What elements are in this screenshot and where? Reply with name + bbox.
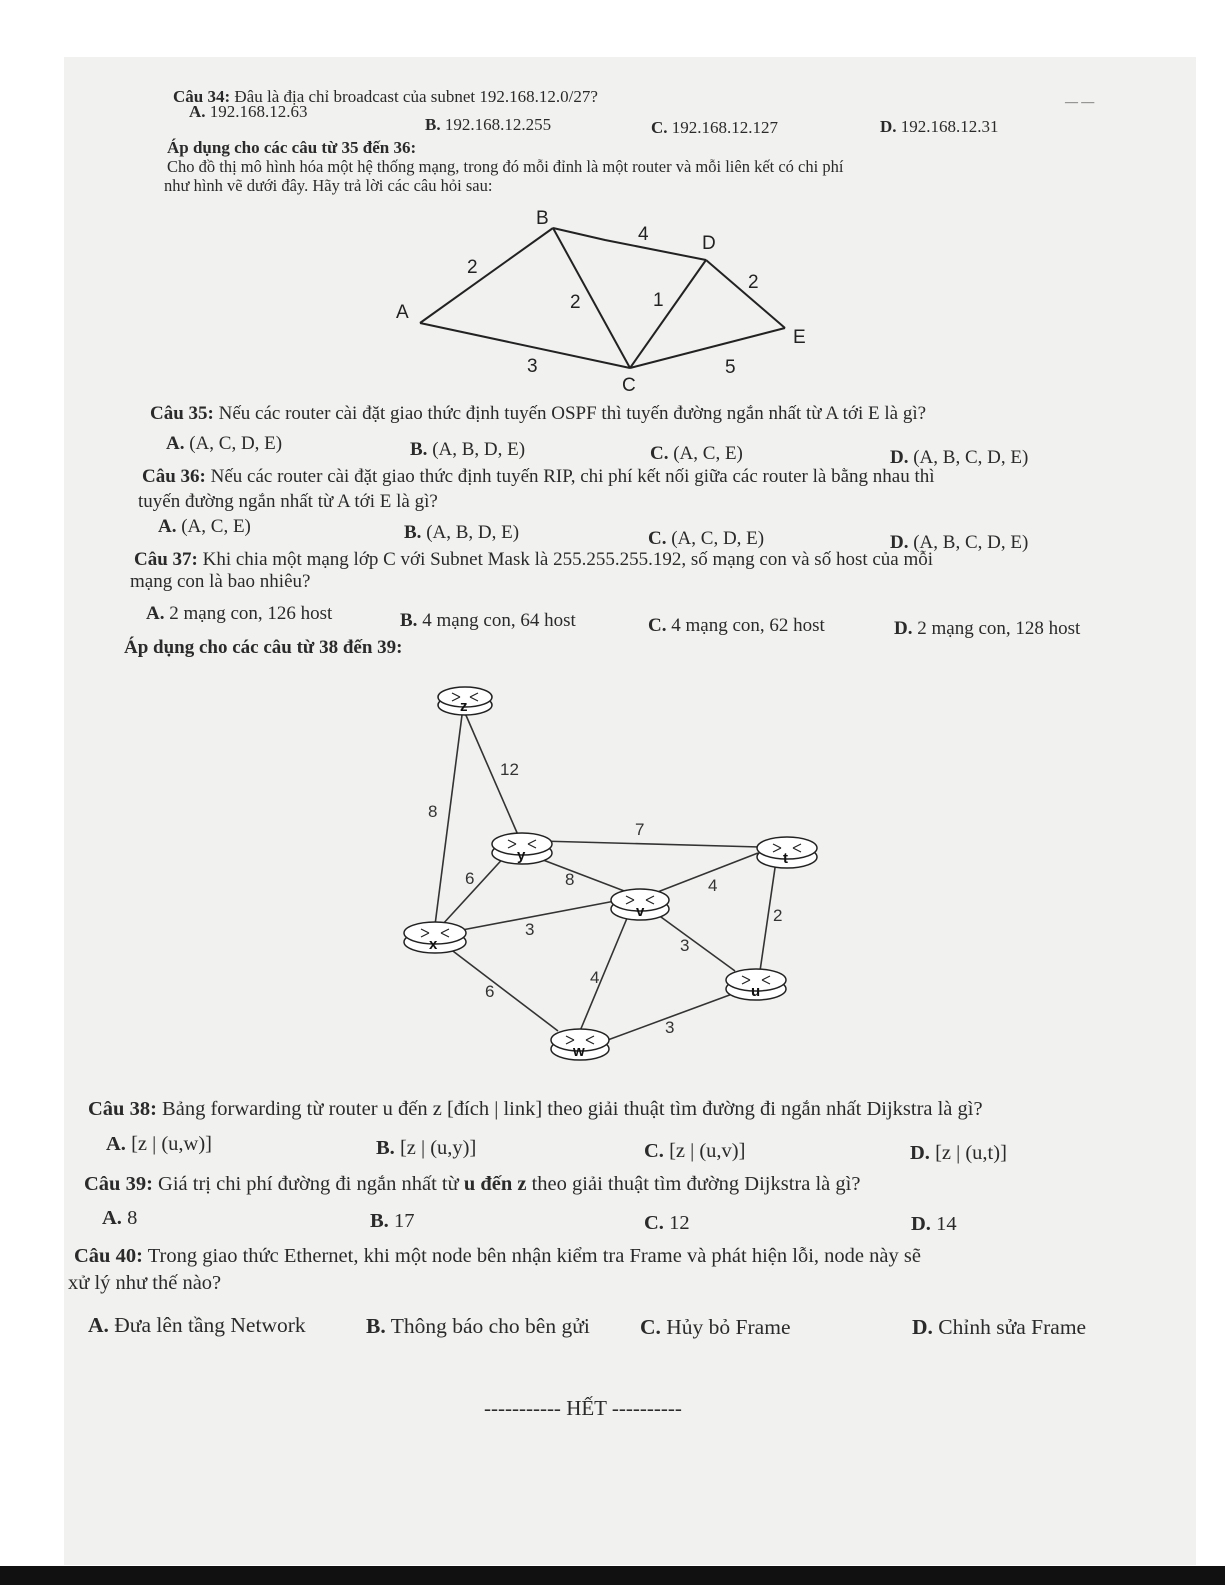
- edge-y-x: [442, 853, 508, 925]
- pen-mark: — —: [1065, 94, 1095, 109]
- node-label: D: [702, 233, 716, 254]
- edge-cost-label: 1: [653, 290, 664, 311]
- q38-option-a[interactable]: [106, 1133, 212, 1156]
- q37-option-a[interactable]: [146, 604, 332, 625]
- edge-cost-label: 5: [725, 357, 736, 378]
- q39-label: Câu 39:: [84, 1173, 153, 1195]
- option-letter: B.: [370, 1210, 389, 1232]
- edge-cost-label: 2: [570, 292, 581, 313]
- q36-option-c[interactable]: [648, 529, 764, 550]
- q35-label: Câu 35:: [150, 403, 214, 424]
- edge-cost-label: 3: [680, 936, 690, 955]
- q38-option-b[interactable]: [376, 1137, 476, 1160]
- q36-label: Câu 36:: [142, 466, 206, 487]
- option-text: 4 mạng con, 64 host: [422, 610, 576, 631]
- option-letter: A.: [88, 1313, 109, 1337]
- option-letter: B.: [366, 1314, 386, 1338]
- option-letter: D.: [890, 532, 909, 553]
- router-label: w: [573, 1043, 585, 1060]
- option-text: 17: [393, 1210, 415, 1232]
- option-text: 4 mạng con, 62 host: [671, 615, 825, 636]
- option-text: 2 mạng con, 126 host: [169, 603, 333, 624]
- bottom-bar: [0, 1566, 1225, 1585]
- edge-a-b: [420, 228, 553, 323]
- q38-option-d[interactable]: [910, 1142, 1007, 1165]
- option-letter: D.: [911, 1213, 931, 1235]
- edge-cost-label: 4: [590, 968, 600, 987]
- q35-option-a[interactable]: [166, 434, 282, 455]
- node-label: C: [622, 375, 636, 396]
- q39-option-b[interactable]: [370, 1210, 414, 1233]
- edge-cost-label: 8: [428, 802, 438, 821]
- edge-cost-label: 4: [638, 224, 649, 245]
- option-text: (A, B, C, D, E): [913, 447, 1029, 468]
- edge-cost-label: 7: [635, 820, 645, 839]
- q36-option-b[interactable]: [404, 523, 519, 544]
- option-letter: C.: [644, 1212, 664, 1234]
- q34-option-b[interactable]: [425, 116, 551, 135]
- graph-1: [380, 200, 820, 400]
- option-letter: A.: [166, 433, 185, 454]
- router-label: x: [429, 936, 438, 953]
- option-text: 192.168.12.63: [209, 102, 308, 121]
- q35-option-c[interactable]: [650, 444, 743, 465]
- option-letter: A.: [102, 1207, 122, 1229]
- option-text: (A, B, D, E): [432, 439, 526, 460]
- q34-text: Đâu là địa chỉ broadcast của subnet 192.168.12.0/27?: [234, 87, 598, 106]
- router-label: z: [460, 698, 468, 715]
- option-text: Chỉnh sửa Frame: [938, 1315, 1087, 1339]
- option-text: (A, C, E): [673, 443, 743, 464]
- edge-cost-label: 2: [773, 906, 783, 925]
- end-dashes-right: ----------: [611, 1396, 682, 1420]
- edge-cost-label: 4: [708, 876, 718, 895]
- option-text: 8: [127, 1207, 138, 1229]
- q40-question-line-1: [74, 1245, 921, 1268]
- q35-question: [150, 404, 926, 425]
- q40-text-line-1: Trong giao thức Ethernet, khi một node bên nhận kiểm tra Frame và phát hiện lỗi, node này sẽ: [147, 1245, 921, 1267]
- option-text: 14: [936, 1213, 957, 1235]
- section-header-text: Áp dụng cho các câu từ 38 đến 39:: [124, 637, 403, 658]
- option-letter: D.: [894, 618, 913, 639]
- option-letter: D.: [912, 1315, 933, 1339]
- q35-option-b[interactable]: [410, 440, 525, 461]
- option-letter: A.: [189, 102, 206, 121]
- option-letter: B.: [404, 522, 422, 543]
- q39-option-d[interactable]: [911, 1213, 957, 1236]
- option-letter: B.: [376, 1137, 395, 1159]
- q40-option-d[interactable]: [912, 1316, 1086, 1340]
- option-letter: B.: [425, 115, 441, 134]
- section-header-35-36: [167, 139, 416, 158]
- option-text: 192.168.12.31: [900, 117, 999, 136]
- q34-option-a[interactable]: [189, 103, 308, 122]
- option-letter: A.: [106, 1133, 126, 1155]
- option-letter: B.: [400, 610, 418, 631]
- option-text: 2 mạng con, 128 host: [917, 618, 1081, 639]
- q37-option-b[interactable]: [400, 611, 576, 632]
- edge-v-x: [462, 901, 615, 930]
- q40-option-b[interactable]: [366, 1315, 590, 1339]
- q38-option-c[interactable]: [644, 1140, 745, 1163]
- edge-y-t: [540, 841, 760, 847]
- q38-text: Bảng forwarding từ router u đến z [đích | link] theo giải thuật tìm đường đi ngắn nhất Dijkstra là gì?: [162, 1098, 983, 1120]
- option-letter: A.: [146, 603, 165, 624]
- q37-option-c[interactable]: [648, 616, 825, 637]
- q40-label: Câu 40:: [74, 1245, 143, 1267]
- option-text: Hủy bỏ Frame: [666, 1315, 791, 1339]
- q37-text-line-1: Khi chia một mạng lớp C với Subnet Mask là 255.255.255.192, số mạng con và số host của mỗi: [202, 549, 934, 570]
- q37-question-line-2: mạng con là bao nhiêu?: [130, 571, 311, 592]
- q37-label: Câu 37:: [134, 549, 198, 570]
- router-label: u: [751, 983, 761, 1000]
- option-letter: A.: [158, 516, 177, 537]
- q34-label: Câu 34:: [173, 87, 231, 106]
- option-text: Thông báo cho bên gửi: [390, 1314, 590, 1338]
- router-label: v: [636, 903, 645, 920]
- edge-cost-label: 3: [665, 1018, 675, 1037]
- edge-cost-label: 6: [465, 869, 475, 888]
- option-text: (A, C, D, E): [189, 433, 283, 454]
- edge-cost-label: 3: [527, 356, 538, 377]
- option-text: 12: [669, 1212, 690, 1234]
- option-letter: D.: [890, 447, 909, 468]
- q37-option-d[interactable]: [894, 619, 1080, 640]
- option-text: [z | (u,y)]: [399, 1137, 477, 1159]
- q36-option-a[interactable]: [158, 517, 251, 538]
- option-text: [z | (u,w)]: [131, 1133, 213, 1155]
- option-letter: D.: [880, 117, 897, 136]
- edge-b-d: [553, 228, 706, 260]
- q39-question: [84, 1173, 860, 1196]
- edge-v-u: [650, 909, 735, 971]
- end-text: HẾT: [566, 1396, 607, 1420]
- option-text: Đưa lên tầng Network: [114, 1313, 306, 1337]
- q38-label: Câu 38:: [88, 1098, 157, 1120]
- option-text: 192.168.12.127: [671, 118, 779, 137]
- q37-question-line-1: [134, 550, 933, 571]
- intro-line-2: như hình vẽ dưới đây. Hãy trả lời các câu hỏi sau:: [164, 176, 493, 195]
- q34-option-d[interactable]: [880, 118, 999, 137]
- q39-option-a[interactable]: [102, 1207, 137, 1230]
- edge-v-w: [580, 911, 630, 1031]
- option-text: (A, C, D, E): [671, 528, 765, 549]
- option-letter: C.: [644, 1140, 664, 1162]
- router-label: y: [517, 847, 526, 864]
- intro-line-1: Cho đồ thị mô hình hóa một hệ thống mạng, trong đó mỗi đỉnh là một router và mỗi liên kết có chi phí: [167, 157, 844, 176]
- end-marker: [484, 1396, 682, 1421]
- edge-t-v: [655, 853, 758, 893]
- edge-b-c: [553, 228, 630, 368]
- option-text: (A, B, C, D, E): [913, 532, 1029, 553]
- option-letter: D.: [910, 1142, 930, 1164]
- option-letter: C.: [648, 615, 667, 636]
- edge-a-c: [420, 323, 630, 368]
- q36-question-line-1: [142, 467, 935, 488]
- router-label: t: [783, 850, 788, 867]
- node-label: E: [793, 327, 806, 348]
- option-letter: C.: [651, 118, 668, 137]
- edge-cost-label: 2: [748, 272, 759, 293]
- edge-cost-label: 12: [500, 760, 519, 779]
- node-label: A: [396, 302, 409, 323]
- q39-text-a: Giá trị chi phí đường đi ngắn nhất từ: [158, 1173, 464, 1195]
- q40-question-line-2: xử lý như thế nào?: [68, 1272, 222, 1294]
- edge-cost-label: 6: [485, 982, 495, 1001]
- section-header-38-39: [124, 638, 402, 659]
- option-text: (A, B, D, E): [426, 522, 520, 543]
- q39-option-c[interactable]: [644, 1212, 690, 1235]
- option-text: (A, C, E): [181, 516, 251, 537]
- q39-text-b: theo giải thuật tìm đường Dijkstra là gì?: [526, 1173, 861, 1195]
- edge-cost-label: 8: [565, 870, 575, 889]
- edge-cost-label: 3: [525, 920, 535, 939]
- option-letter: C.: [648, 528, 667, 549]
- q39-text-bold: u đến z: [463, 1173, 527, 1195]
- q34-option-c[interactable]: [651, 119, 778, 138]
- option-letter: C.: [650, 443, 669, 464]
- q36-text-line-1: Nếu các router cài đặt giao thức định tuyến RIP, chi phí kết nối giữa các router là bằng nhau thì: [210, 466, 935, 487]
- q35-text: Nếu các router cài đặt giao thức định tuyến OSPF thì tuyến đường ngắn nhất từ A tới E là gì?: [218, 403, 927, 424]
- edge-cost-label: 2: [467, 257, 478, 278]
- option-text: [z | (u,t)]: [935, 1142, 1007, 1164]
- edge-z-x: [435, 715, 462, 925]
- option-text: [z | (u,v)]: [669, 1140, 746, 1162]
- q36-question-line-2: tuyến đường ngắn nhất từ A tới E là gì?: [138, 491, 438, 512]
- section-header-text: Áp dụng cho các câu từ 35 đến 36:: [167, 138, 417, 157]
- option-text: 192.168.12.255: [444, 115, 552, 134]
- edge-d-e: [706, 260, 785, 328]
- q40-option-a[interactable]: [88, 1314, 306, 1338]
- q40-option-c[interactable]: [640, 1316, 790, 1340]
- edge-x-w: [445, 945, 558, 1031]
- node-label: B: [536, 208, 549, 229]
- option-letter: C.: [640, 1315, 661, 1339]
- graph-2: [390, 675, 830, 1075]
- q38-question: [88, 1098, 983, 1121]
- end-dashes-left: -----------: [484, 1396, 561, 1420]
- option-letter: B.: [410, 439, 428, 460]
